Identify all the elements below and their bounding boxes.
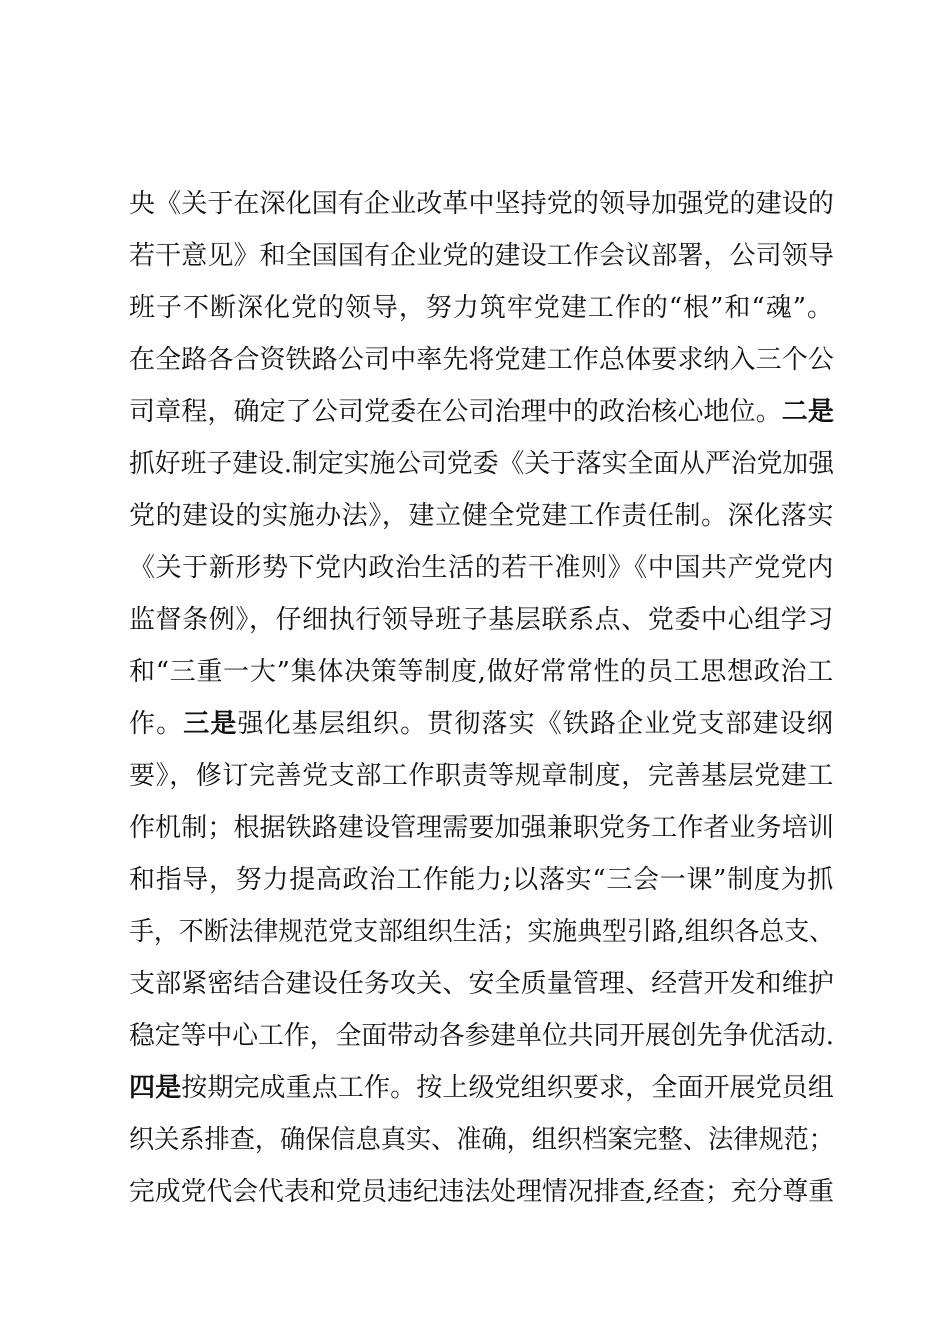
- text-segment: 强化基层组织。贯彻落实《铁路企业党支部建设纲: [237, 709, 834, 739]
- text-line: [129, 1062, 834, 1114]
- text-line: [129, 334, 834, 386]
- text-segment: 司章程，确定了公司党委在公司治理中的政治核心地位。: [129, 397, 782, 427]
- emphasis-label: 三是: [183, 709, 238, 739]
- text-segment: 和“三重一大”集体决策等制度,做好常常性的员工思想政治工: [129, 657, 834, 687]
- text-line: [129, 646, 834, 698]
- text-segment: 稳定等中心工作，全面带动各参建单位共同开展创先争优活动.: [129, 1021, 834, 1051]
- text-line: [129, 230, 834, 282]
- text-line: [129, 854, 834, 906]
- text-line: [129, 698, 834, 750]
- text-segment: 党的建设的实施办法》，建立健全党建工作责任制。深化落实: [129, 501, 834, 531]
- text-line: [129, 750, 834, 802]
- text-segment: 手，不断法律规范党支部组织生活；实施典型引路,组织各总支、: [129, 917, 834, 947]
- text-line: [129, 542, 834, 594]
- text-line: [129, 1010, 834, 1062]
- text-segment: 班子不断深化党的领导，努力筑牢党建工作的“根”和“魂”。: [129, 293, 834, 323]
- text-segment: 监督条例》，仔细执行领导班子基层联系点、党委中心组学习: [129, 605, 834, 635]
- text-segment: 完成党代会代表和党员违纪违法处理情况排查,经查；充分尊重: [129, 1177, 834, 1207]
- text-line: [129, 906, 834, 958]
- emphasis-label: 四是: [129, 1073, 182, 1103]
- text-segment: 在全路各合资铁路公司中率先将党建工作总体要求纳入三个公: [129, 345, 834, 375]
- text-segment: 按期完成重点工作。按上级党组织要求，全面开展党员组: [181, 1073, 834, 1103]
- text-segment: 作。: [129, 709, 184, 739]
- text-line: [129, 1166, 834, 1218]
- text-line: [129, 178, 834, 230]
- text-segment: 若干意见》和全国国有企业党的建设工作会议部署，公司领导: [129, 241, 834, 271]
- text-segment: 央《关于在深化国有企业改革中坚持党的领导加强党的建设的: [129, 189, 834, 219]
- text-line: [129, 282, 834, 334]
- text-line: [129, 958, 834, 1010]
- text-line: [129, 438, 834, 490]
- text-line: [129, 802, 834, 854]
- body-paragraph: [129, 178, 834, 1218]
- text-segment: 抓好班子建设.制定实施公司党委《关于落实全面从严治党加强: [129, 449, 834, 479]
- text-segment: 《关于新形势下党内政治生活的若干准则》《中国共产党党内: [129, 553, 834, 583]
- text-line: [129, 594, 834, 646]
- text-segment: 要》，修订完善党支部工作职责等规章制度，完善基层党建工: [129, 761, 834, 791]
- text-segment: 作机制；根据铁路建设管理需要加强兼职党务工作者业务培训: [129, 813, 834, 843]
- text-line: [129, 1114, 834, 1166]
- text-segment: 织关系排查，确保信息真实、准确，组织档案完整、法律规范；: [129, 1125, 834, 1155]
- text-line: [129, 386, 834, 438]
- emphasis-label: 二是: [781, 397, 834, 427]
- text-segment: 支部紧密结合建设任务攻关、安全质量管理、经营开发和维护: [129, 969, 834, 999]
- text-line: [129, 490, 834, 542]
- text-segment: 和指导，努力提高政治工作能力;以落实“三会一课”制度为抓: [129, 865, 834, 895]
